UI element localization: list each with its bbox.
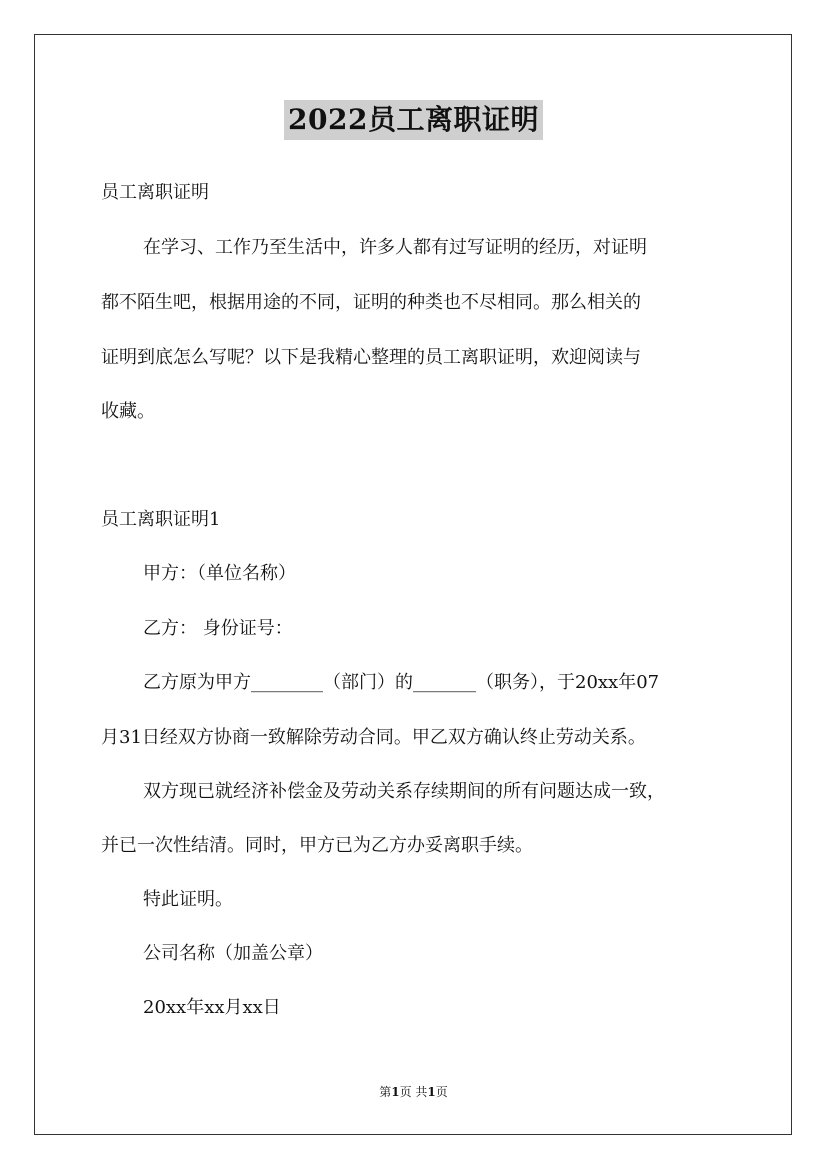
date: 20xx年xx月xx日 [143,997,281,1018]
para1-line-1: 乙方原为甲方________（部门）的_______（职务），于20xx年07 [143,672,660,693]
footer-page-num: 1 [391,1085,400,1099]
intro-line-2: 都不陌生吧，根据用途的不同，证明的种类也不尽相同。那么相关的 [101,292,641,313]
para2-line-2: 并已一次性结清。同时，甲方已为乙方办妥离职手续。 [101,835,533,856]
document-title-wrap [0,100,827,140]
footer-prefix: 第 [379,1085,392,1099]
party-b: 乙方： 身份证号： [143,618,293,639]
closing: 特此证明。 [143,889,233,910]
intro-line-4: 收藏。 [101,401,155,422]
footer-mid: 页 共 [399,1085,428,1099]
intro-line-3: 证明到底怎么写呢？以下是我精心整理的员工离职证明，欢迎阅读与 [101,347,641,368]
document-title: 2022员工离职证明 [284,100,543,140]
party-a: 甲方：（单位名称） [143,563,296,584]
company-name: 公司名称（加盖公章） [143,943,323,964]
footer-page-total: 1 [427,1085,436,1099]
intro-line-1: 在学习、工作乃至生活中，许多人都有过写证明的经历，对证明 [143,237,647,258]
para1-line-2: 月31日经双方协商一致解除劳动合同。甲乙双方确认终止劳动关系。 [101,727,646,748]
para2-line-1: 双方现已就经济补偿金及劳动关系存续期间的所有问题达成一致， [143,781,665,802]
footer-suffix: 页 [435,1085,448,1099]
section-title: 员工离职证明1 [101,509,221,530]
heading: 员工离职证明 [101,182,209,203]
page-footer [0,1084,827,1100]
